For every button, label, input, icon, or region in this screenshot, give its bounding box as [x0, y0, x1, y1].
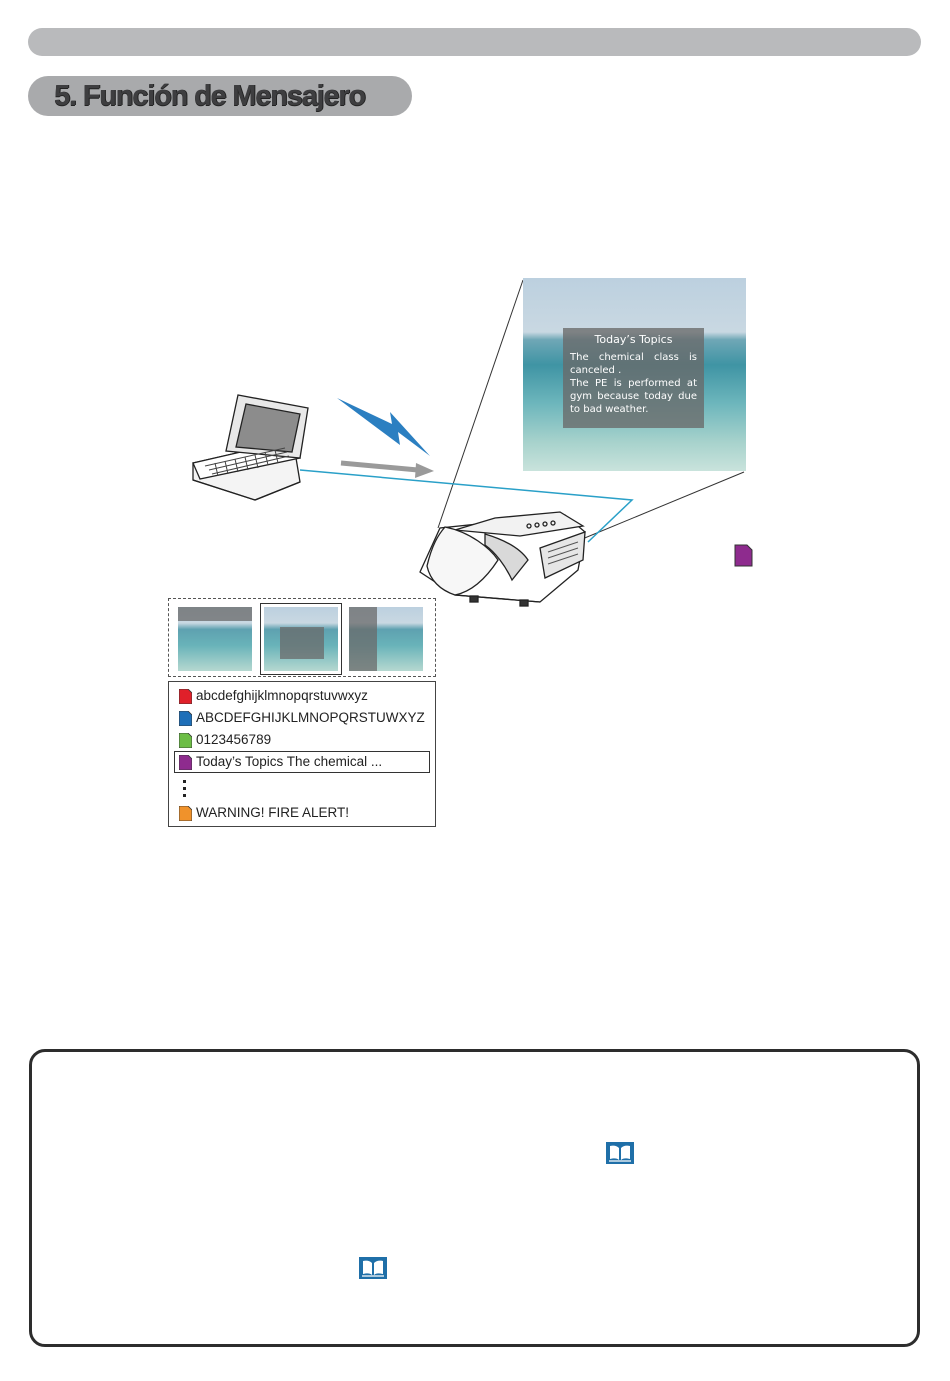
- thumbnail-strip: [168, 598, 436, 677]
- file-icon: [179, 689, 192, 704]
- file-icon: [179, 711, 192, 726]
- thumbnail-left-column[interactable]: [349, 607, 423, 671]
- laptop-icon: [193, 395, 308, 500]
- message-list: abcdefghijklmnopqrstuvwxyz ABCDEFGHIJKLMNOPQRSTUWXYZ 0123456789 Today’s Topics The chemical ... WARNING! FIRE ALERT!: [168, 681, 436, 827]
- book-icon[interactable]: [606, 1142, 634, 1164]
- wireless-bolt-icon: [337, 398, 430, 456]
- note-box: [29, 1049, 920, 1347]
- page-title: 5. Función de Mensajero: [54, 80, 365, 112]
- projection-line-right: [575, 472, 744, 542]
- arrow-icon: [415, 463, 434, 478]
- file-icon: [179, 806, 192, 821]
- projected-screen: [523, 278, 746, 471]
- list-item-selected[interactable]: Today’s Topics The chemical ...: [174, 751, 430, 773]
- file-icon: [179, 755, 192, 770]
- message-title: Today’s Topics: [594, 333, 673, 346]
- message-overlay: [563, 328, 704, 428]
- more-items-ellipsis: [183, 780, 186, 801]
- projector-icon: [420, 512, 585, 606]
- thumbnail-top-banner[interactable]: [178, 607, 252, 671]
- message-body: The chemical class is canceled . The PE is performed at gym because today due to bad weather.: [570, 352, 697, 415]
- projection-line-left: [438, 280, 523, 528]
- file-icon: [734, 544, 753, 567]
- book-icon[interactable]: [359, 1257, 387, 1279]
- file-icon: [179, 733, 192, 748]
- thumbnail-center-box[interactable]: [264, 607, 338, 671]
